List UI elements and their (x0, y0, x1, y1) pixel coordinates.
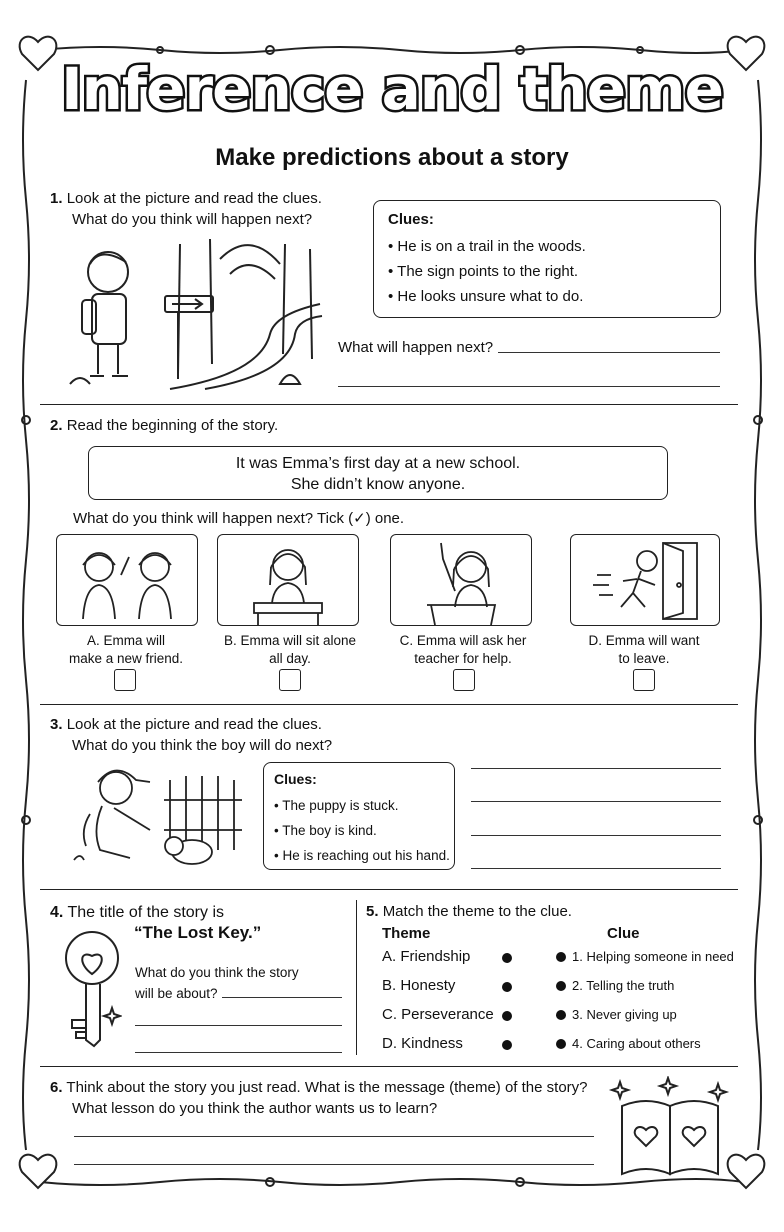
key-icon (56, 928, 122, 1050)
q3-answer-line[interactable] (471, 835, 721, 836)
clue-item: 2. Telling the truth (572, 978, 675, 993)
clue-item: 3. Never giving up (572, 1007, 677, 1022)
option-a-line2: make a new friend. (68, 651, 184, 666)
q6-line2: What lesson do you think the author wants us to learn? (72, 1100, 438, 1117)
option-b-line1: B. Emma will sit alone (223, 633, 357, 648)
q1-clue: • He looks unsure what to do. (388, 284, 586, 309)
q3-clue: • The boy is kind. (274, 818, 450, 843)
boy-and-puppy-illustration (70, 760, 260, 870)
theme-item: D. Kindness (382, 1035, 463, 1052)
section-divider (40, 1066, 738, 1067)
q3-clues-heading: Clues: (274, 771, 317, 787)
q6-number: 6. (50, 1079, 63, 1096)
page-subtitle: Make predictions about a story (215, 144, 569, 171)
q1-clues-box (373, 200, 721, 318)
q5-number: 5. (366, 903, 379, 920)
boy-on-trail-illustration (60, 234, 330, 394)
q3-answer-line[interactable] (471, 768, 721, 769)
q1-line1: Look at the picture and read the clues. (66, 190, 322, 207)
q4-answer-line[interactable] (222, 997, 342, 998)
q1-clues-heading: Clues: (388, 211, 434, 228)
theme-item: B. Honesty (382, 977, 456, 994)
option-d-line1: D. Emma will want (588, 633, 700, 648)
option-b-checkbox[interactable] (279, 669, 301, 691)
option-b-line2: all day. (269, 651, 311, 666)
theme-item: A. Friendship (382, 948, 471, 965)
q3-line2: What do you think the boy will do next? (72, 737, 333, 754)
q2-number: 2. (50, 417, 63, 434)
q4-story-title: “The Lost Key.” (134, 923, 262, 942)
q1-line2: What do you think will happen next? (72, 211, 313, 228)
theme-item: C. Perseverance (382, 1006, 494, 1023)
option-d-picture (570, 534, 720, 626)
option-a-picture (56, 534, 198, 626)
q4-line1: The title of the story is (67, 904, 225, 921)
page-title: Inference and theme (61, 55, 723, 123)
q6-line1: Think about the story you just read. What is the message (theme) of the story? (66, 1079, 588, 1096)
q5-theme-heading: Theme (382, 925, 431, 942)
clue-item: 4. Caring about others (572, 1036, 701, 1051)
q3-clues-box (263, 762, 455, 870)
q2-text (50, 415, 278, 436)
theme-match-dot[interactable] (502, 953, 512, 963)
option-d-line2: to leave. (618, 651, 670, 666)
option-a-line1: A. Emma will (86, 633, 165, 648)
q2-story-box (88, 446, 668, 500)
q3-answer-line[interactable] (471, 868, 721, 869)
clue-match-dot[interactable] (556, 1039, 566, 1049)
q3-clue: • He is reaching out his hand. (274, 843, 450, 868)
option-d-caption (559, 632, 729, 668)
theme-match-dot[interactable] (502, 1040, 512, 1050)
q6-answer-line[interactable] (74, 1164, 594, 1165)
q2-line1: Read the beginning of the story. (66, 417, 279, 434)
section-divider (40, 404, 738, 405)
q4-prompt-line2: will be about? (135, 986, 218, 1001)
clue-match-dot[interactable] (556, 952, 566, 962)
q1-answer-line[interactable] (338, 386, 720, 387)
theme-match-dot[interactable] (502, 1011, 512, 1021)
q1-clue: • The sign points to the right. (388, 259, 586, 284)
two-girls-illustration (57, 535, 197, 625)
q3-line1: Look at the picture and read the clues. (66, 716, 322, 733)
option-a-caption (41, 632, 211, 668)
option-c-line1: C. Emma will ask her (399, 633, 527, 648)
section-divider (40, 704, 738, 705)
option-c-line2: teacher for help. (414, 651, 512, 666)
q2-prompt: What do you think will happen next? Tick (✓) one. (73, 510, 405, 527)
q1-clue: • He is on a trail in the woods. (388, 234, 586, 259)
column-divider (356, 900, 357, 1055)
clue-match-dot[interactable] (556, 981, 566, 991)
q3-clues-list (274, 793, 450, 868)
q1-text (50, 188, 322, 230)
open-book-icon (608, 1076, 734, 1180)
q3-answer-line[interactable] (471, 801, 721, 802)
q3-number: 3. (50, 716, 63, 733)
q4-text (50, 902, 224, 923)
clue-match-dot[interactable] (556, 1010, 566, 1020)
q4-prompt-line1: What do you think the story (135, 965, 299, 980)
section-divider (40, 889, 738, 890)
girl-raising-hand-illustration (391, 535, 531, 625)
q4-number: 4. (50, 904, 64, 921)
clue-item: 1. Helping someone in need (572, 949, 734, 964)
option-c-caption (378, 632, 548, 668)
option-c-picture (390, 534, 532, 626)
q2-story-line1: It was Emma’s first day at a new school. (235, 455, 521, 472)
q2-story-line2: She didn’t know anyone. (290, 476, 466, 493)
theme-match-dot[interactable] (502, 982, 512, 992)
option-a-checkbox[interactable] (114, 669, 136, 691)
q5-text (366, 901, 572, 922)
q4-answer-line[interactable] (135, 1025, 342, 1026)
girl-alone-illustration (218, 535, 358, 625)
q3-clue: • The puppy is stuck. (274, 793, 450, 818)
q4-answer-line[interactable] (135, 1052, 342, 1053)
q5-clue-heading: Clue (607, 925, 640, 942)
q6-answer-line[interactable] (74, 1136, 594, 1137)
q1-answer-prompt: What will happen next? (338, 339, 494, 356)
q5-line1: Match the theme to the clue. (382, 903, 572, 920)
q1-number: 1. (50, 190, 63, 207)
q3-text (50, 714, 332, 756)
girl-leaving-illustration (571, 535, 719, 625)
option-d-checkbox[interactable] (633, 669, 655, 691)
q6-text (50, 1077, 588, 1119)
option-b-picture (217, 534, 359, 626)
q1-clues-list (388, 234, 586, 309)
option-c-checkbox[interactable] (453, 669, 475, 691)
q1-answer-line[interactable] (498, 352, 720, 353)
option-b-caption (205, 632, 375, 668)
